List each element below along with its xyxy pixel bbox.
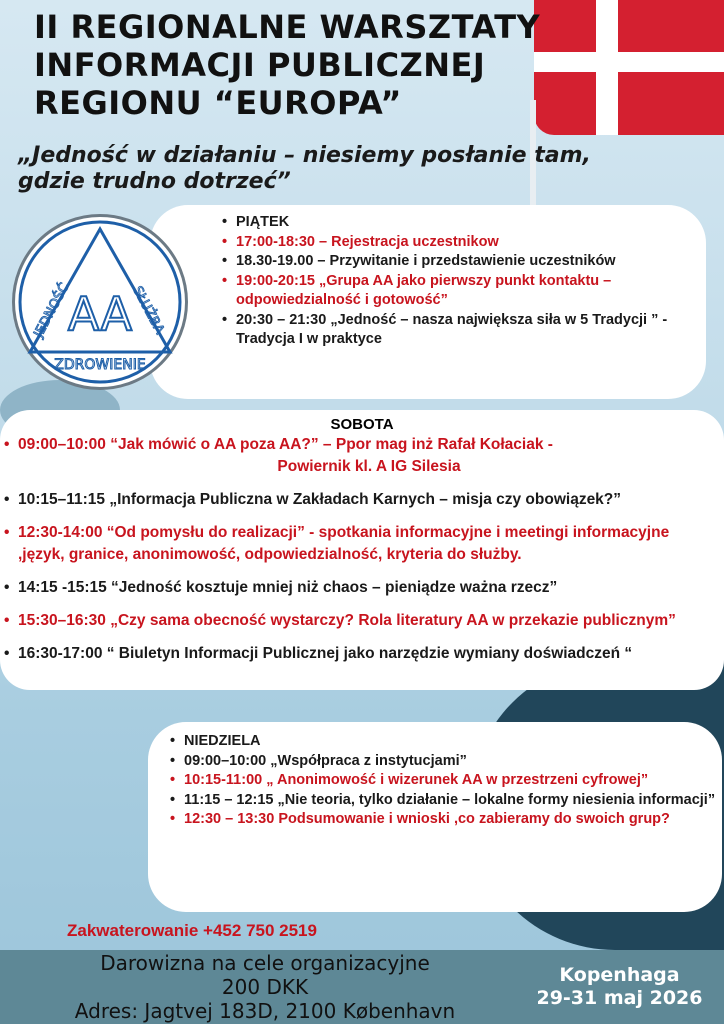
friday-schedule — [150, 205, 706, 399]
city: Kopenhaga — [559, 964, 680, 986]
schedule-item-line: 09:00–10:00 “Jak mówić o AA poza AA?” – Ppor mag inż Rafał Kołaciak - — [18, 436, 553, 453]
title-line: REGIONU “EUROPA” — [34, 84, 402, 122]
saturday-schedule — [0, 410, 724, 690]
accommodation-phone: Zakwaterowanie +452 750 2519 — [67, 921, 317, 940]
footer-band — [0, 950, 724, 1024]
schedule-item: • NIEDZIELA — [170, 732, 716, 752]
schedule-item: • 12:30-14:00 “Od pomysłu do realizacji” - spotkania informacyjne i meetingi informacyjne ,język, granice, anonimowość, odpowiedzialność, kryteria do służby. — [4, 522, 720, 566]
schedule-item: • 15:30–16:30 „Czy sama obecność wystarczy? Rola literatury AA w przekazie publicznym” — [4, 610, 720, 632]
address: Adres: Jagtvej 183D, 2100 København — [74, 999, 456, 1023]
saturday-heading: SOBOTA — [330, 416, 394, 433]
title-line: II REGIONALNE WARSZTATY — [34, 8, 541, 46]
danish-flag — [534, 0, 724, 135]
schedule-item: • 18.30-19.00 – Przywitanie i przedstawienie uczestników — [222, 252, 700, 272]
schedule-item: • 20:30 – 21:30 „Jedność – nasza największa siła w 5 Tradycji ” - Tradycja I w praktyce — [222, 311, 700, 350]
aa-logo — [12, 214, 188, 390]
logo-center-text: AA — [67, 287, 133, 341]
title-line: INFORMACJI PUBLICZNEJ — [34, 46, 486, 84]
schedule-item: • 17:00-18:30 – Rejestracja uczestnikow — [222, 233, 700, 253]
schedule-item: • 19:00-20:15 „Grupa AA jako pierwszy punkt kontaktu – odpowiedzialność i gotowość” — [222, 272, 700, 311]
subtitle-line: gdzie trudno dotrzeć” — [18, 169, 291, 194]
schedule-item: • PIĄTEK — [222, 213, 700, 233]
sunday-schedule — [148, 722, 722, 912]
poster-subtitle — [18, 143, 708, 195]
schedule-item: • 16:30-17:00 “ Biuletyn Informacji Publicznej jako narzędzie wymiany doświadczeń “ — [4, 643, 720, 665]
donation-amount: 200 DKK — [221, 975, 309, 999]
logo-right-text: SŁUŻBA — [129, 283, 167, 337]
schedule-item: • 11:15 – 12:15 „Nie teoria, tylko działanie – lokalne formy niesienia informacji” — [170, 791, 716, 811]
schedule-item: • 10:15-11:00 „ Anonimowość i wizerunek AA w przestrzeni cyfrowej” — [170, 771, 716, 791]
schedule-item-line: Powiernik kl. A IG Silesia — [277, 458, 461, 475]
event-dates: 29-31 maj 2026 — [536, 987, 703, 1009]
subtitle-line: „Jedność w działaniu – niesiemy posłanie tam, — [18, 143, 591, 168]
schedule-item: • 10:15–11:15 „Informacja Publiczna w Zakładach Karnych – misja czy obowiązek?” — [4, 489, 720, 511]
donation-text: Darowizna na cele organizacyjne — [100, 951, 430, 975]
poster-title — [34, 8, 540, 122]
schedule-item: • 09:00–10:00 „Współpraca z instytucjami” — [170, 752, 716, 772]
logo-left-text: JEDNOŚĆ — [31, 280, 73, 341]
logo-bottom-text: ZDROWIENIE — [54, 357, 146, 373]
schedule-item — [4, 434, 720, 478]
schedule-item: • 12:30 – 13:30 Podsumowanie i wnioski ,co zabieramy do swoich grup? — [170, 810, 716, 830]
schedule-item: • 14:15 -15:15 “Jedność kosztuje mniej niż chaos – pieniądze ważna rzecz” — [4, 577, 720, 599]
